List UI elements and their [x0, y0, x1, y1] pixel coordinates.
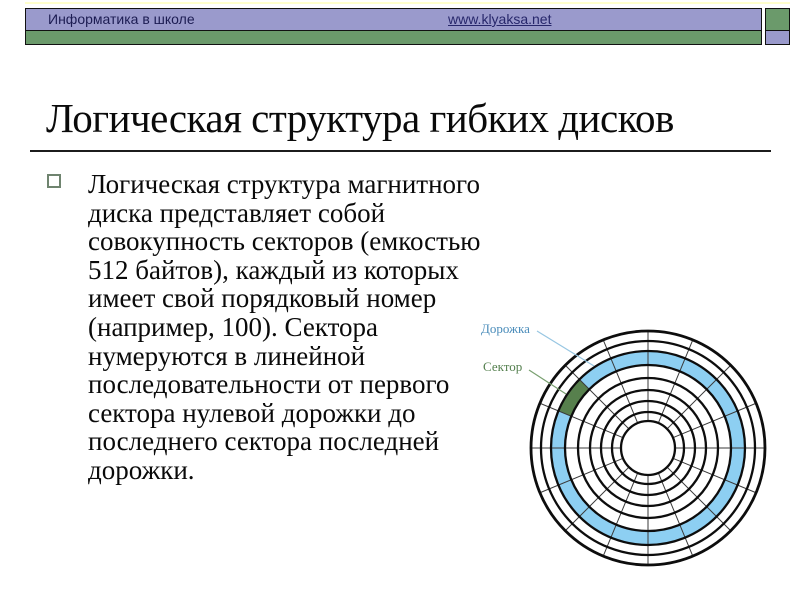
body-text-line: имеет свой порядковый номер — [88, 283, 437, 314]
body-text-line: диска представляет собой — [88, 197, 386, 228]
body-text-line: дорожки. — [88, 454, 195, 485]
body-text-line: последнего сектора последней — [88, 426, 440, 457]
track-label: Дорожка — [481, 321, 530, 336]
body-text-line: нумеруются в линейной — [88, 340, 366, 371]
site-link[interactable]: www.klyaksa.net — [448, 11, 552, 27]
body-text-line: 512 байтов), каждый из которых — [88, 254, 459, 285]
sector-label: Сектор — [483, 359, 523, 374]
body-text-line: сектора нулевой дорожки до — [88, 397, 416, 428]
body-text-line: последовательности от первого — [88, 369, 450, 400]
site-title: Информатика в школе — [48, 11, 195, 27]
body-text-line: (например, 100). Сектора — [88, 311, 379, 342]
body-text-line: Логическая структура магнитного — [88, 169, 480, 199]
body-text-line: совокупность секторов (емкостью — [88, 226, 481, 257]
page-title: Логическая структура гибких дисков — [46, 95, 674, 141]
